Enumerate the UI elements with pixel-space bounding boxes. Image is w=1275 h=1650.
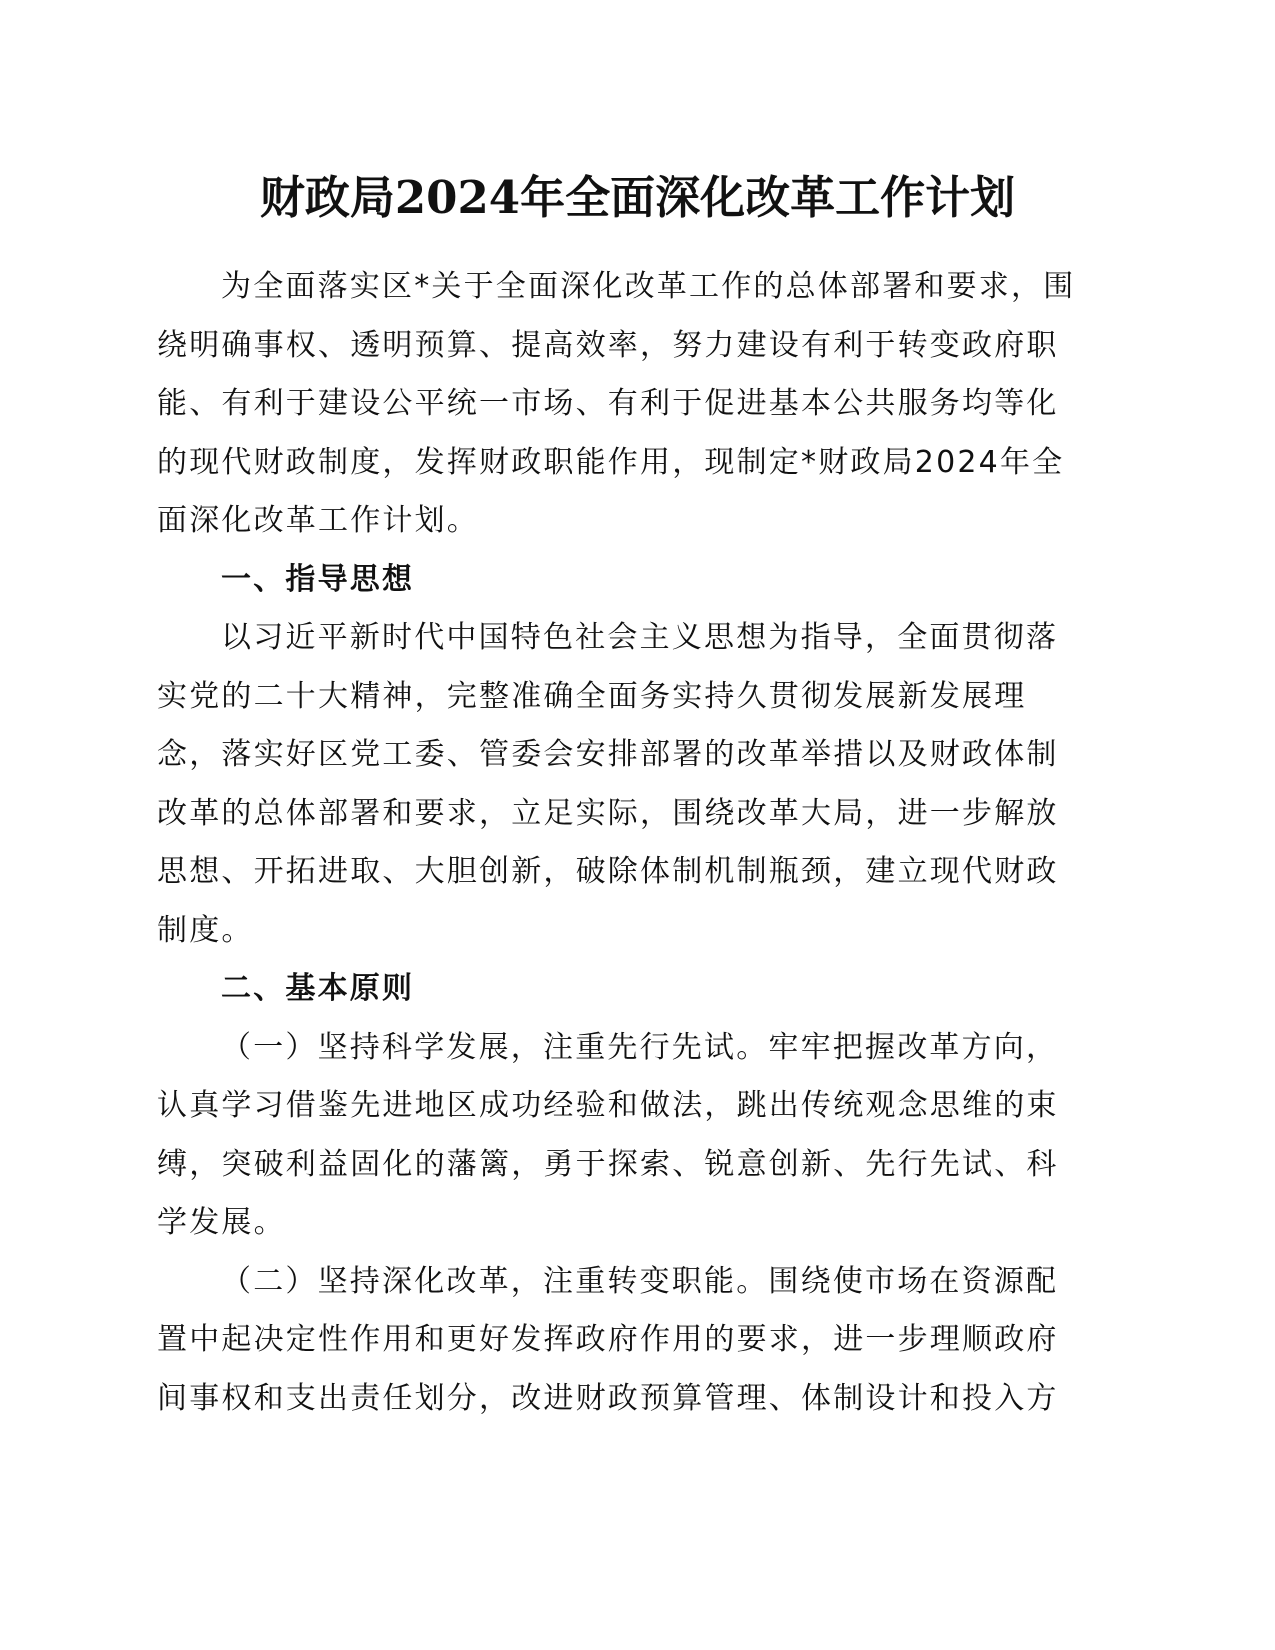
paragraph-line: 为全面落实区*关于全面深化改革工作的总体部署和要求，围 (221, 269, 1076, 304)
paragraph-line: 念，落实好区党工委、管委会安排部署的改革举措以及财政体制 (157, 737, 1059, 772)
paragraph-line: 改革的总体部署和要求，立足实际，围绕改革大局，进一步解放 (157, 795, 1059, 831)
document-body (157, 258, 1087, 1428)
paragraph-line: 学发展。 (157, 1205, 286, 1240)
paragraph-line: 制度。 (157, 912, 254, 948)
paragraph-line: 缚，突破利益固化的藩篱，勇于探索、锐意创新、先行先试、科 (157, 1146, 1059, 1182)
paragraph-line: 实党的二十大精神，完整准确全面务实持久贯彻发展新发展理 (157, 678, 1027, 714)
paragraph-line: 的现代财政制度，发挥财政职能作用，现制定*财政局2024年全 (157, 444, 1065, 480)
paragraph-line: 能、有利于建设公平统一市场、有利于促进基本公共服务均等化 (157, 386, 1059, 421)
paragraph-line: 置中起决定性作用和更好发挥政府作用的要求，进一步理顺政府 (157, 1322, 1059, 1357)
paragraph-line: （一）坚持科学发展，注重先行先试。牢牢把握改革方向， (221, 1029, 1059, 1065)
paragraph-line: 间事权和支出责任划分，改进财政预算管理、体制设计和投入方 (157, 1380, 1059, 1416)
paragraph-line: 以习近平新时代中国特色社会主义思想为指导，全面贯彻落 (221, 620, 1059, 655)
section-heading: 二、基本原则 (221, 971, 415, 1006)
paragraph-line: 绕明确事权、透明预算、提高效率，努力建设有利于转变政府职 (157, 327, 1059, 363)
section-heading: 一、指导思想 (221, 561, 415, 597)
paragraph-line: 认真学习借鉴先进地区成功经验和做法，跳出传统观念思维的束 (157, 1088, 1059, 1123)
paragraph-line: 思想、开拓进取、大胆创新，破除体制机制瓶颈，建立现代财政 (157, 854, 1059, 889)
paragraph-line: 面深化改革工作计划。 (157, 503, 479, 538)
paragraph-line: （二）坚持深化改革，注重转变职能。围绕使市场在资源配 (221, 1263, 1059, 1299)
document-title: 财政局2024年全面深化改革工作计划 (259, 171, 1016, 224)
